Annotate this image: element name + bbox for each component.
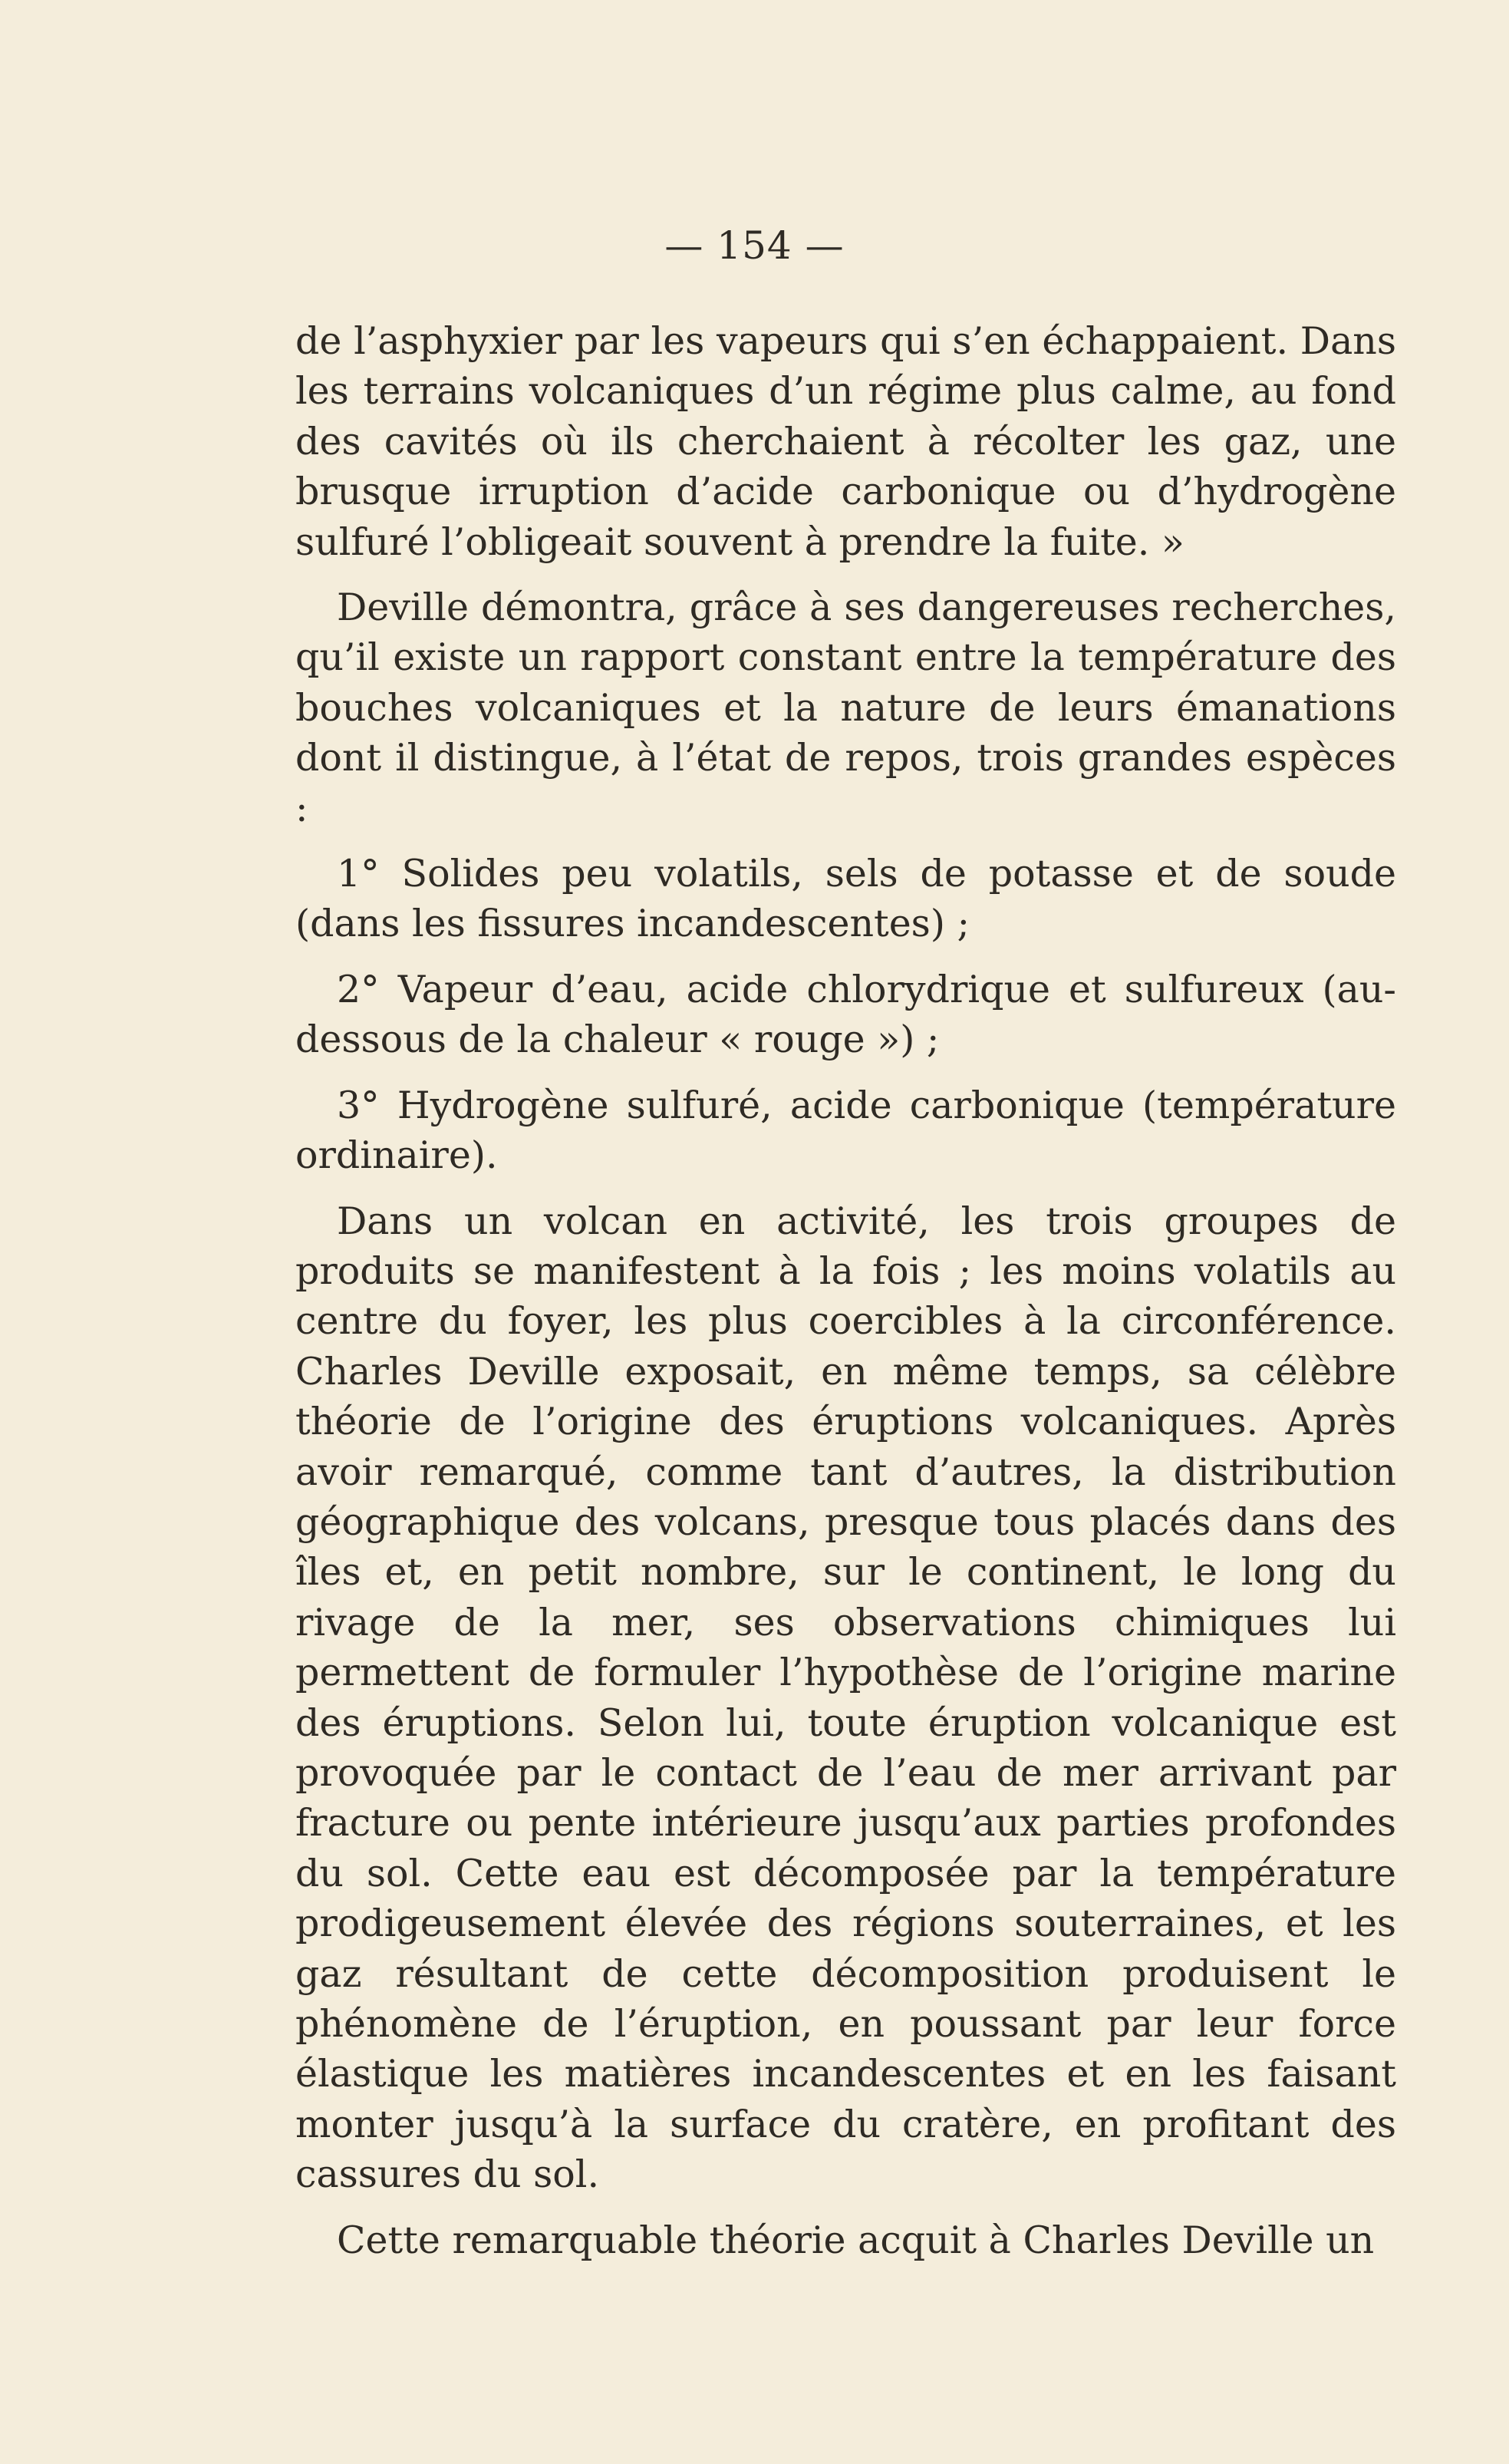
page-body-text (295, 316, 1396, 2265)
page-number: — 154 — (664, 223, 845, 268)
paragraph-volcan-activite: Dans un volcan en activité, les trois groupes de produits se manifestent à la fois ; les moins volatils au centre du foyer, les plus coercibles à la circonférence. Charles Deville exposait, en même temps, sa célèbre théorie de l’origine des éruptions volcaniques. Après avoir remarqué, comme tant d’autres, la distribution géographique des volcans, presque tous placés dans des îles et, en petit nombre, sur le continent, le long du rivage de la mer, ses observations chimiques lui permettent de formuler l’hypothèse de l’origine marine des éruptions. Selon lui, toute éruption volcanique est provoquée par le contact de l’eau de mer arrivant par fracture ou pente intérieure jusqu’aux parties profondes du sol. Cette eau est décomposée par la température prodigeusement élevée des régions souterraines, et les gaz résultant de cette décomposition produisent le phénomène de l’éruption, en poussant par leur force élastique les matières incandescentes et en les faisant monter jusqu’à la surface du cratère, en profitant des cassures du sol. (295, 1199, 1396, 2197)
paragraph-asphyxie-continuation: de l’asphyxier par les vapeurs qui s’en échappaient. Dans les terrains volcaniques d’un régime plus calme, au fond des cavités où ils cherchaient à récolter les gaz, une brusque irruption d’acide carbonique ou d’hydrogène sulfuré l’obligeait souvent à prendre la fuite. » (295, 319, 1396, 564)
list-item-hydrogene: 3° Hydrogène sulfuré, acide carbonique (température ordinaire). (295, 1083, 1396, 1178)
paragraph-remarquable-theorie: Cette remarquable théorie acquit à Charles Deville un (337, 2218, 1375, 2262)
list-item-vapeur: 2° Vapeur d’eau, acide chlorydrique et sulfureux (au-dessous de la chaleur « rouge ») ; (295, 967, 1396, 1062)
paragraph-deville-demontra: Deville démontra, grâce à ses dangereuses recherches, qu’il existe un rapport constant entre la température des bouches volcaniques et la nature de leurs émanations dont il distingue, à l’état de repos, trois grandes espèces : (295, 585, 1396, 830)
list-item-solides: 1° Solides peu volatils, sels de potasse et de soude (dans les fissures incandescentes) ; (295, 852, 1396, 946)
